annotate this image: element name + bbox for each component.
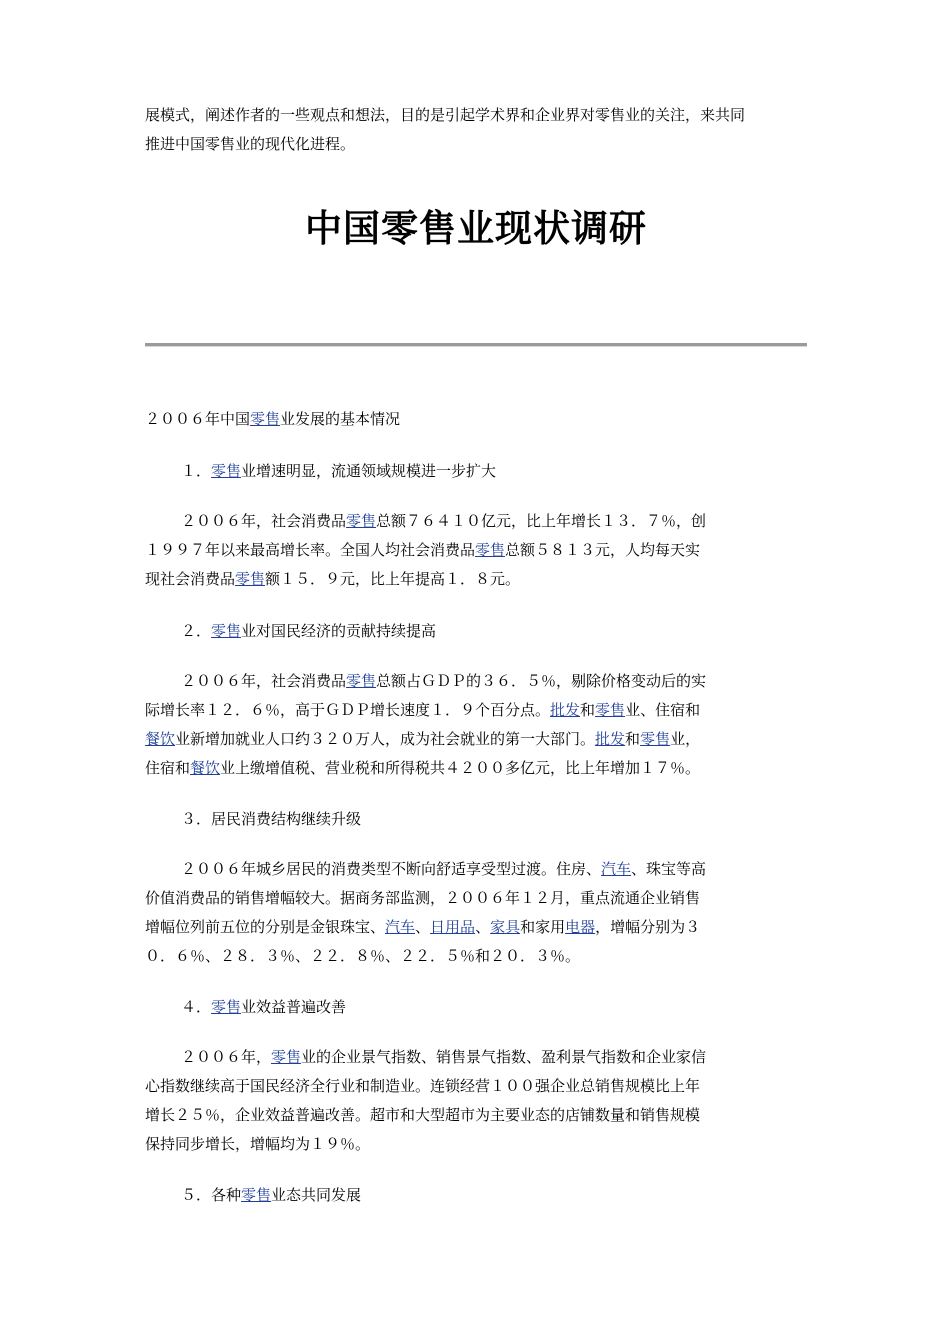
text: 总额占ＧＤＰ的３６．５％，剔除价格变动后的实 [376,672,707,690]
horizontal-divider [145,343,807,347]
text: ２００６年，社会消费品 [181,512,347,530]
link-retail[interactable]: 零售 [235,570,266,588]
subheading-3 [145,805,843,834]
text: 业、住宿和 [625,701,701,719]
text: 保持同步增长，增幅均为１９％。 [145,1135,371,1153]
subheading-text: 业对国民经济的贡献持续提高 [241,622,437,640]
text: 业上缴增值税、营业税和所得税共４２００多亿元，比上年增加１７％。 [220,759,701,777]
link-retail[interactable]: 零售 [640,730,671,748]
text: 和 [580,701,596,719]
document-title: 中国零售业现状调研 [305,207,647,250]
subheading-5 [145,1181,843,1210]
link-automobile[interactable]: 汽车 [601,860,632,878]
paragraph-3 [145,855,807,971]
link-automobile[interactable]: 汽车 [385,918,416,936]
link-retail[interactable]: 零售 [271,1048,302,1066]
text: ２００６年城乡居民的消费类型不断向舒适享受型过渡。住房、 [181,860,602,878]
text: ，增幅分别为３ [595,918,701,936]
link-retail[interactable]: 零售 [250,410,281,428]
link-retail[interactable]: 零售 [211,462,242,480]
text: 现社会消费品 [145,570,236,588]
subheading-4 [145,993,843,1022]
text: 、 [415,918,431,936]
link-retail[interactable]: 零售 [346,672,377,690]
link-retail[interactable]: 零售 [475,541,506,559]
link-wholesale[interactable]: 批发 [550,701,581,719]
text: 、珠宝等高 [631,860,707,878]
subheading-number: １． [181,462,212,480]
link-wholesale[interactable]: 批发 [595,730,626,748]
subheading-number: ２． [181,622,212,640]
text: 际增长率１２．６％，高于ＧＤＰ增长速度１．９个百分点。 [145,701,551,719]
subheading-text: 业态共同发展 [271,1186,362,1204]
text: ２００６年，社会消费品 [181,672,347,690]
paragraph-2 [145,667,807,783]
subheading-text: 业效益普遍改善 [241,998,347,1016]
section-heading [145,405,807,434]
heading-text: 业发展的基本情况 [280,410,401,428]
link-daily-goods[interactable]: 日用品 [430,918,476,936]
text: 总额５８１３元，人均每天实 [505,541,701,559]
text: 心指数继续高于国民经济全行业和制造业。连锁经营１００强企业总销售规模比上年 [145,1077,701,1095]
text: ２００６年， [181,1048,272,1066]
link-retail[interactable]: 零售 [211,622,242,640]
subheading-text: ３．居民消费结构继续升级 [181,810,362,828]
heading-text: ２００６年中国 [145,410,251,428]
subheading-2 [145,617,843,646]
link-retail[interactable]: 零售 [595,701,626,719]
link-catering[interactable]: 餐饮 [145,730,176,748]
paragraph-1 [145,507,807,594]
text: 价值消费品的销售增幅较大。据商务部监测，２００６年１２月，重点流通企业销售 [145,889,701,907]
paragraph-4 [145,1043,807,1159]
text: 增长２５％，企业效益普遍改善。超市和大型超市为主要业态的店铺数量和销售规模 [145,1106,701,1124]
subheading-number: ４． [181,998,212,1016]
link-retail[interactable]: 零售 [346,512,377,530]
text: 住宿和 [145,759,191,777]
subheading-text: 业增速明显，流通领域规模进一步扩大 [241,462,497,480]
link-retail[interactable]: 零售 [211,998,242,1016]
text: 业的企业景气指数、销售景气指数、盈利景气指数和企业家信 [301,1048,707,1066]
text: 总额７６４１０亿元，比上年增长１３．７％，创 [376,512,707,530]
intro-line: 推进中国零售业的现代化进程。 [145,135,356,153]
subheading-1 [145,457,843,486]
link-catering[interactable]: 餐饮 [190,759,221,777]
subheading-text: ５．各种 [181,1186,242,1204]
link-furniture[interactable]: 家具 [490,918,521,936]
link-appliances[interactable]: 电器 [565,918,596,936]
text: 、 [475,918,491,936]
text: 额１５．９元，比上年提高１．８元。 [265,570,521,588]
intro-line: 展模式，阐述作者的一些观点和想法，目的是引起学术界和企业界对零售业的关注，来共同 [145,106,746,124]
text: 业新增加就业人口约３２０万人，成为社会就业的第一大部门。 [175,730,596,748]
text: 业， [670,730,701,748]
text: １９９７年以来最高增长率。全国人均社会消费品 [145,541,476,559]
text: 和 [625,730,641,748]
text: 增幅位列前五位的分别是金银珠宝、 [145,918,386,936]
link-retail[interactable]: 零售 [241,1186,272,1204]
text: 和家用 [520,918,566,936]
text: ０．６％、２８．３％、２２．８％、２２．５％和２０．３％。 [145,947,581,965]
intro-paragraph [145,101,807,159]
